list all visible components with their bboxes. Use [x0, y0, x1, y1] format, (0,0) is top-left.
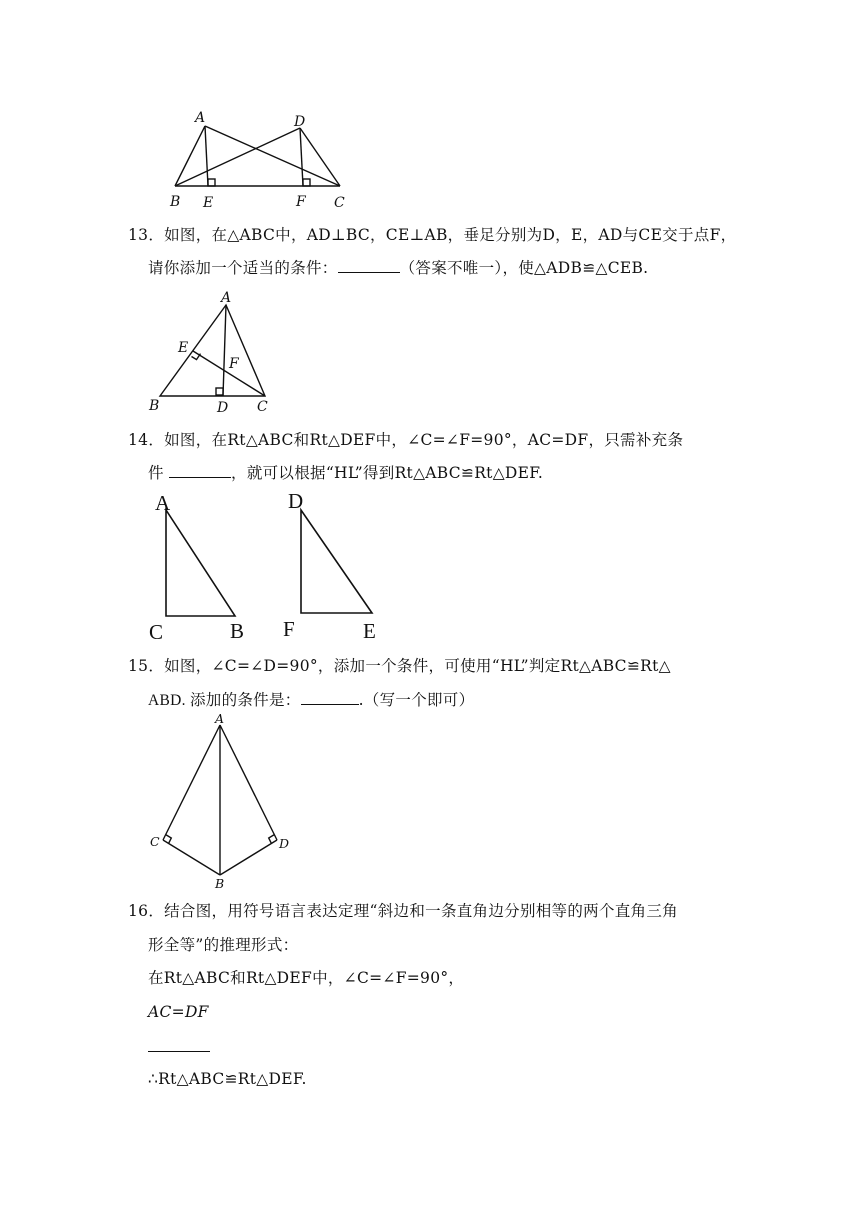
q14-line2-a: 件: [148, 464, 170, 482]
q15-answer-blank[interactable]: [301, 690, 359, 705]
q14-line2-b: ，就可以根据“HL”得到Rt△ABC≌Rt△DEF.: [231, 464, 544, 482]
q13-answer-blank[interactable]: [338, 258, 400, 273]
q13-line1: 13．如图，在△ABC中，AD⊥BC，CE⊥AB，垂足分别为D，E，AD与CE交于点F，: [128, 226, 737, 244]
q16-line5: ∴Rt△ABC≌Rt△DEF.: [148, 1070, 307, 1088]
q16-line3: 在Rt△ABC和Rt△DEF中，∠C=∠F=90°，: [148, 969, 465, 987]
figure-q15: [145, 710, 305, 895]
label-C: C: [149, 620, 164, 644]
label-F: F: [229, 356, 239, 372]
q16-line4: AC=DF: [148, 1003, 209, 1021]
label-C: C: [150, 834, 160, 849]
q15-line2-a: ABD. 添加的条件是：: [148, 692, 301, 709]
label-C: C: [334, 195, 345, 211]
figure-q12: [160, 108, 360, 218]
label-B: B: [170, 194, 181, 210]
q16-answer-blank[interactable]: [148, 1051, 210, 1052]
label-B: B: [230, 619, 245, 643]
label-E: E: [203, 195, 214, 211]
q15-line2-b: .（写一个即可）: [358, 691, 475, 709]
q13-line2-b: （答案不唯一），使△ADB≌△CEB.: [399, 259, 649, 277]
label-B: B: [149, 398, 160, 414]
label-A: A: [215, 711, 225, 726]
label-C: C: [257, 399, 268, 415]
q16-line1: 16．结合图，用符号语言表达定理“斜边和一条直角边分别相等的两个直角三角: [128, 902, 678, 920]
q15-line1: 15．如图，∠C=∠D=90°，添加一个条件，可使用“HL”判定Rt△ABC≌Rt△: [128, 657, 671, 675]
label-E: E: [363, 619, 376, 643]
q14-line2: [148, 461, 543, 485]
label-B: B: [215, 876, 225, 891]
label-A: A: [221, 290, 232, 306]
label-A: A: [195, 110, 206, 126]
label-D: D: [217, 400, 229, 416]
q13-line2: [148, 256, 648, 280]
label-F: F: [296, 194, 306, 210]
figure-q13: [145, 290, 285, 415]
label-D: D: [294, 114, 306, 130]
label-F: F: [283, 617, 295, 641]
label-D: D: [288, 489, 304, 513]
q13-line2-a: 请你添加一个适当的条件：: [148, 259, 338, 277]
q14-line1: 14．如图，在Rt△ABC和Rt△DEF中，∠C=∠F=90°，AC=DF，只需补充条: [128, 431, 684, 449]
label-D: D: [279, 836, 290, 851]
figure-q14: [145, 488, 395, 643]
q14-answer-blank[interactable]: [169, 463, 231, 478]
q16-line2: 形全等”的推理形式：: [148, 936, 299, 954]
label-A: A: [155, 491, 171, 515]
label-E: E: [178, 340, 189, 356]
